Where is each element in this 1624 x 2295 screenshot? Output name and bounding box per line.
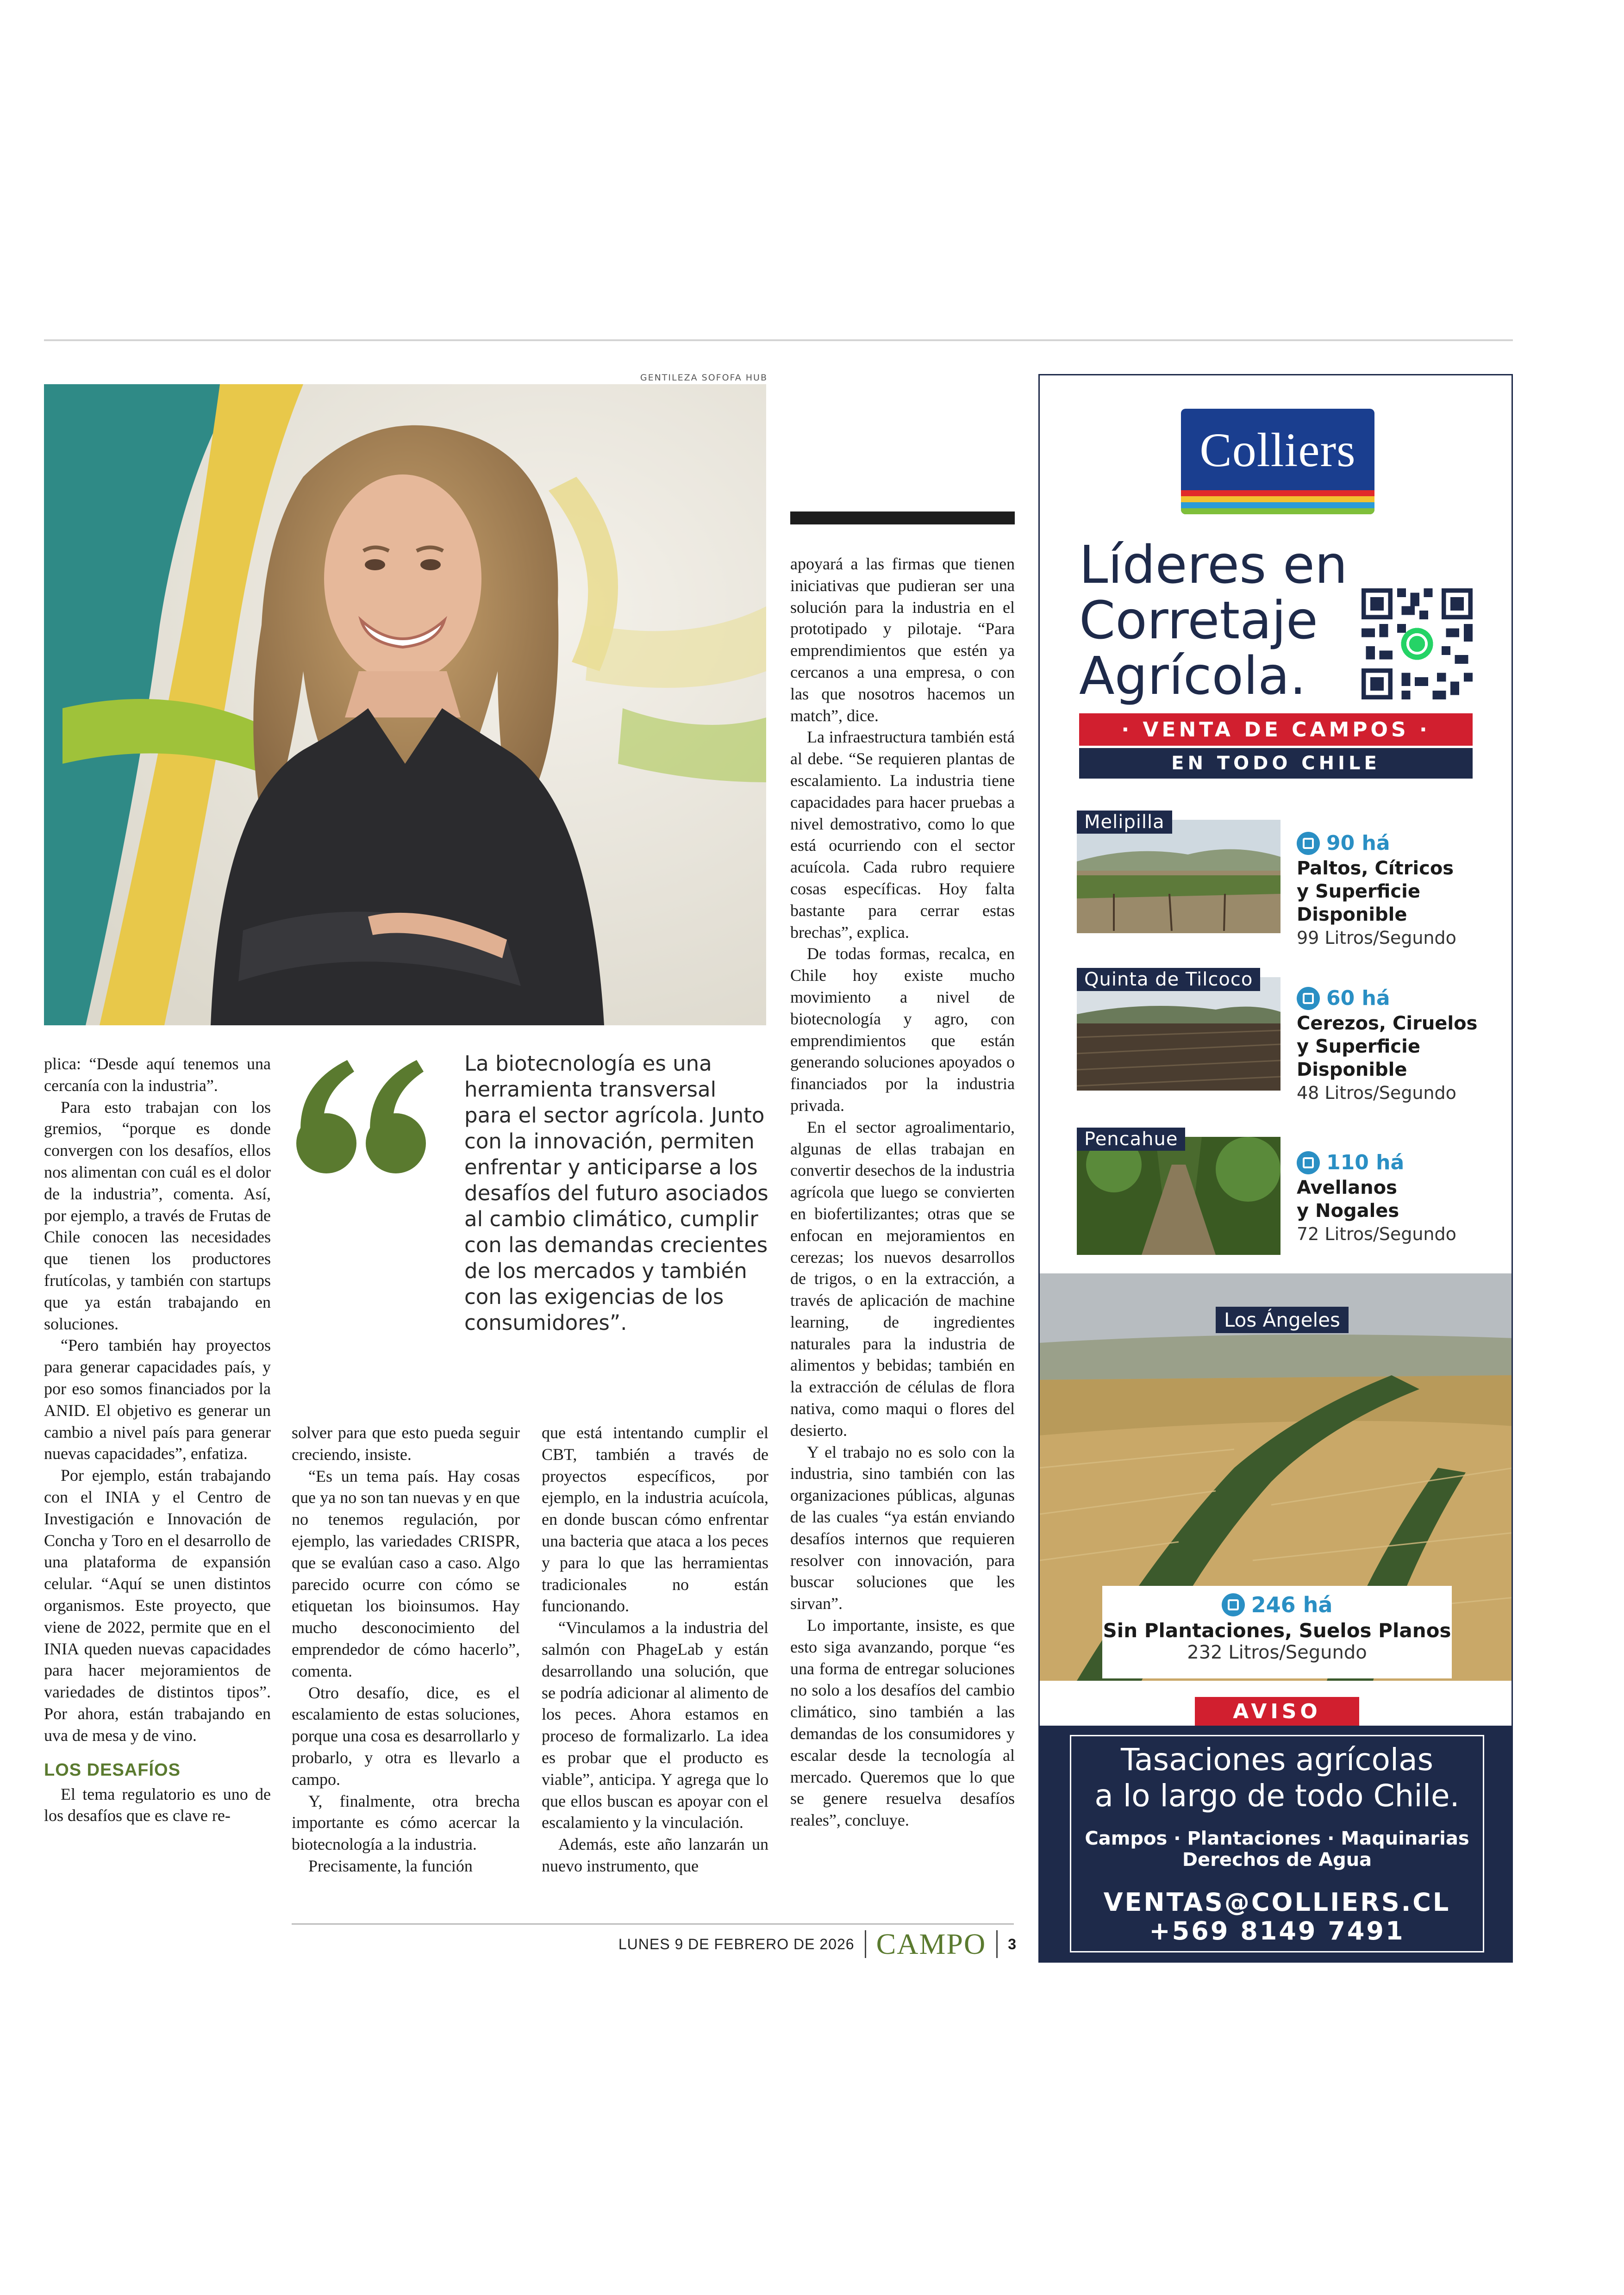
column-top-bar	[790, 511, 1015, 524]
property-area: 90 há	[1326, 831, 1390, 855]
paragraph: Y el trabajo no es solo con la industria, sino también con las organizaciones públicas, algunas de las cuales “ya están enviando desafíos internos que requieren resolver con innovación, para buscar soluciones que les sirvan”.	[790, 1442, 1015, 1613]
paragraph: Además, este año lanzarán un nuevo instrumento, que	[542, 1835, 768, 1875]
paragraph: Precisamente, la función	[308, 1856, 473, 1875]
article-column-3	[542, 1422, 768, 1877]
property-location: Los Ángeles	[1216, 1307, 1349, 1333]
appraisal-title: a lo largo de todo Chile.	[1094, 1778, 1460, 1814]
property-water: 232 Litros/Segundo	[1187, 1642, 1367, 1663]
paragraph: Otro desafío, dice, es el escalamiento de estas soluciones, porque una cosa es desarrollarlo y probarlo, y otra es llevarlo a campo.	[292, 1683, 520, 1789]
paragraph: Por ejemplo, están trabajando con el INIA y el Centro de Investigación e Innovación de Concha y Toro en el desarrollo de una plataforma de expansión celular. “Aquí se unen distintos organismos. Este proyecto, que viene de 2022, permite que en el INIA queden nuevas capacidades para hacer mejoramientos de variedades de distintos tipos”. Por ahora, están trabajando en uva de mesa y de vino.	[44, 1466, 271, 1745]
quote-mark-icon	[292, 1044, 435, 1187]
paragraph: De todas formas, recalca, en Chile hoy existe mucho movimiento a nivel de biotecnología y agro, con emprendimientos que están generando soluciones apoyados o financiados por la industria privada.	[790, 944, 1015, 1115]
footer-rule	[292, 1923, 1014, 1925]
section-name: CAMPO	[876, 1927, 987, 1960]
property-desc: Avellanos	[1297, 1177, 1397, 1198]
brand-name: Colliers	[1199, 424, 1356, 477]
article-column-1	[44, 1053, 271, 1827]
paragraph: Y, finalmente, otra brecha importante es cómo acercar la biotecnología a la industria.	[292, 1791, 520, 1854]
property-location: Pencahue	[1077, 1128, 1185, 1151]
photo-credit: GENTILEZA SOFOFA HUB	[640, 373, 768, 383]
paragraph: apoyará a las firmas que tienen iniciativas que pudieran ser una solución para la industria en el prototipado y pilotaje. “Para emprendimientos que estén ya cercanos a una empresa, o con las que nosotros hacemos un match”, dice.	[790, 555, 1015, 725]
paragraph: plica: “Desde aquí tenemos una cercanía con la industria”.	[44, 1054, 271, 1095]
subheading: LOS DESAFÍOS	[44, 1760, 181, 1780]
paragraph: que está intentando cumplir el CBT, también a través de proyectos específicos, por ejemplo, en la industria acuícola, en donde buscan cómo enfrentar una bacteria que ataca a los peces y para lo que las herramientas tradicionales no están funcionando.	[542, 1423, 768, 1615]
property-area: 110 há	[1326, 1151, 1405, 1174]
property-desc: Sin Plantaciones, Suelos Planos	[1103, 1619, 1451, 1642]
paragraph: solver para que esto pueda seguir creciendo, insiste.	[292, 1423, 520, 1464]
services-list: Campos · Plantaciones · Maquinarias	[1085, 1828, 1469, 1849]
property-area: 246 há	[1251, 1592, 1333, 1617]
top-rule	[44, 339, 1513, 341]
paragraph: “Es un tema país. Hay cosas que ya no son tan nuevas y en que no tenemos regulación, por ejemplo, las variedades CRISPR, que se evalúan caso a caso. Algo parecido ocurre con cómo se etiquetan los bioinsumos. Hay mucho desconocimiento del emprendedor de cómo hacerlo”, comenta.	[292, 1466, 520, 1680]
area-icon	[1297, 832, 1320, 855]
services-list: Derechos de Agua	[1182, 1849, 1372, 1871]
property-photo	[1077, 820, 1280, 933]
article-column-4	[790, 553, 1015, 1831]
page-number: 3	[1008, 1935, 1016, 1952]
sale-band: · VENTA DE CAMPOS ·	[1079, 713, 1473, 746]
property-desc: Paltos, Cítricos	[1297, 858, 1454, 879]
property-info-box	[1102, 1586, 1452, 1678]
property-photo	[1077, 1137, 1280, 1255]
property-desc: y Superficie	[1297, 1036, 1420, 1057]
appraisal-box	[1040, 1726, 1513, 1963]
notice-label: AVISO	[1195, 1697, 1359, 1726]
area-icon	[1297, 987, 1320, 1010]
paragraph: En el sector agroalimentario, algunas de ellas trabajan en convertir desechos de la industria agrícola que luego se convierten en biofertilizantes; otras que se enfocan en mejoramientos en cerezas; los nuevos desarrollos de trigos, o en la extracción, a través de aplicación de machine learning, de ingredientes naturales para la industria de alimentos y bebidas; también en la extracción de células de flora nativa, como maqui o flores del desierto.	[790, 1117, 1015, 1440]
headline-line: Agrícola.	[1079, 646, 1306, 706]
property-desc: y Nogales	[1297, 1200, 1399, 1222]
page-footer	[509, 1927, 1016, 1960]
paragraph: El tema regulatorio es uno de los desafíos que es clave re-	[44, 1784, 271, 1825]
contact-email[interactable]: VENTAS@COLLIERS.CL	[1103, 1888, 1451, 1917]
property-location: Quinta de Tilcoco	[1077, 968, 1260, 991]
colliers-advertisement	[1038, 374, 1513, 1963]
footer-divider	[865, 1930, 866, 1958]
paragraph: Lo importante, insiste, es que esto siga avanzando, porque “es una forma de entregar soluciones no solo a los desafíos del cambio climático, sino también a las demandas de los consumidores y escalar desde la tecnología al mercado. Queremos que lo que se genere resuelva desafíos reales”, concluye.	[790, 1616, 1015, 1830]
article-column-2	[292, 1422, 520, 1877]
property-water: 48 Litros/Segundo	[1297, 1083, 1456, 1103]
paragraph: “Pero también hay proyectos para generar capacidades país, y por eso somos financiados por la ANID. El objetivo es generar un cambio a nivel país para generar nuevas capacidades”, enfatiza.	[44, 1336, 271, 1463]
property-info	[1297, 831, 1491, 949]
paragraph: La infraestructura también está al debe. “Se requieren plantas de escalamiento. La industria tiene capacidades para hacer pruebas a nivel demostrativo, como lo que está ocurriendo con el sector acuícola. Cada rubro requiere cosas específicas. Hoy falta bastante para cerrar estas brechas”, explica.	[790, 728, 1015, 942]
contact-phone[interactable]: +569 8149 7491	[1149, 1916, 1405, 1946]
colliers-logo	[1181, 409, 1374, 514]
property-desc: y Superficie	[1297, 881, 1420, 902]
property-desc: Disponible	[1297, 904, 1407, 925]
property-info	[1297, 986, 1491, 1104]
property-info	[1297, 1151, 1491, 1246]
portrait-photo	[44, 384, 766, 1025]
area-icon	[1222, 1593, 1245, 1616]
paragraph: “Vinculamos a la industria del salmón con PhageLab y están desarrollando una solución, que se podría adicionar al alimento de los peces. Ahora estamos en proceso de formalizarlo. La idea es probar que el producto es viable”, anticipa. Y agrega que lo que ellos buscan es apoyar con el escalamiento y la vinculación.	[542, 1618, 768, 1832]
headline-line: Líderes en	[1079, 535, 1348, 595]
property-water: 99 Litros/Segundo	[1297, 928, 1456, 948]
property-desc: Disponible	[1297, 1059, 1407, 1080]
pull-quote: La biotecnología es una herramienta transversal para el sector agrícola. Junto con la innovación, permiten enfrentar y anticiparse a los desafíos del futuro asociados al cambio climático, cumplir con las demandas crecientes de los mercados y también con las exigencias de los consumidores”.	[464, 1051, 768, 1335]
appraisal-title: Tasaciones agrícolas	[1120, 1742, 1434, 1777]
footer-date: LUNES 9 DE FEBRERO DE 2026	[618, 1935, 855, 1952]
footer-divider	[996, 1930, 998, 1958]
property-photo	[1077, 977, 1280, 1091]
area-icon	[1297, 1151, 1320, 1174]
property-water: 72 Litros/Segundo	[1297, 1224, 1456, 1244]
ad-headline	[1079, 537, 1375, 704]
property-area: 60 há	[1326, 986, 1390, 1010]
qr-code-icon[interactable]	[1362, 588, 1473, 699]
nationwide-band: EN TODO CHILE	[1079, 748, 1473, 779]
paragraph: Para esto trabajan con los gremios, “porque es donde convergen con los desafíos, ellos nos alimentan con cuál es el dolor de la industria”, comenta. Así, por ejemplo, a través de Frutas de Chile conocen las necesidades que tienen los productores frutícolas, y también con startups que ya están trabajando en soluciones.	[44, 1098, 271, 1333]
headline-line: Corretaje	[1079, 591, 1318, 651]
property-desc: Cerezos, Ciruelos	[1297, 1013, 1478, 1034]
property-location: Melipilla	[1077, 811, 1172, 834]
